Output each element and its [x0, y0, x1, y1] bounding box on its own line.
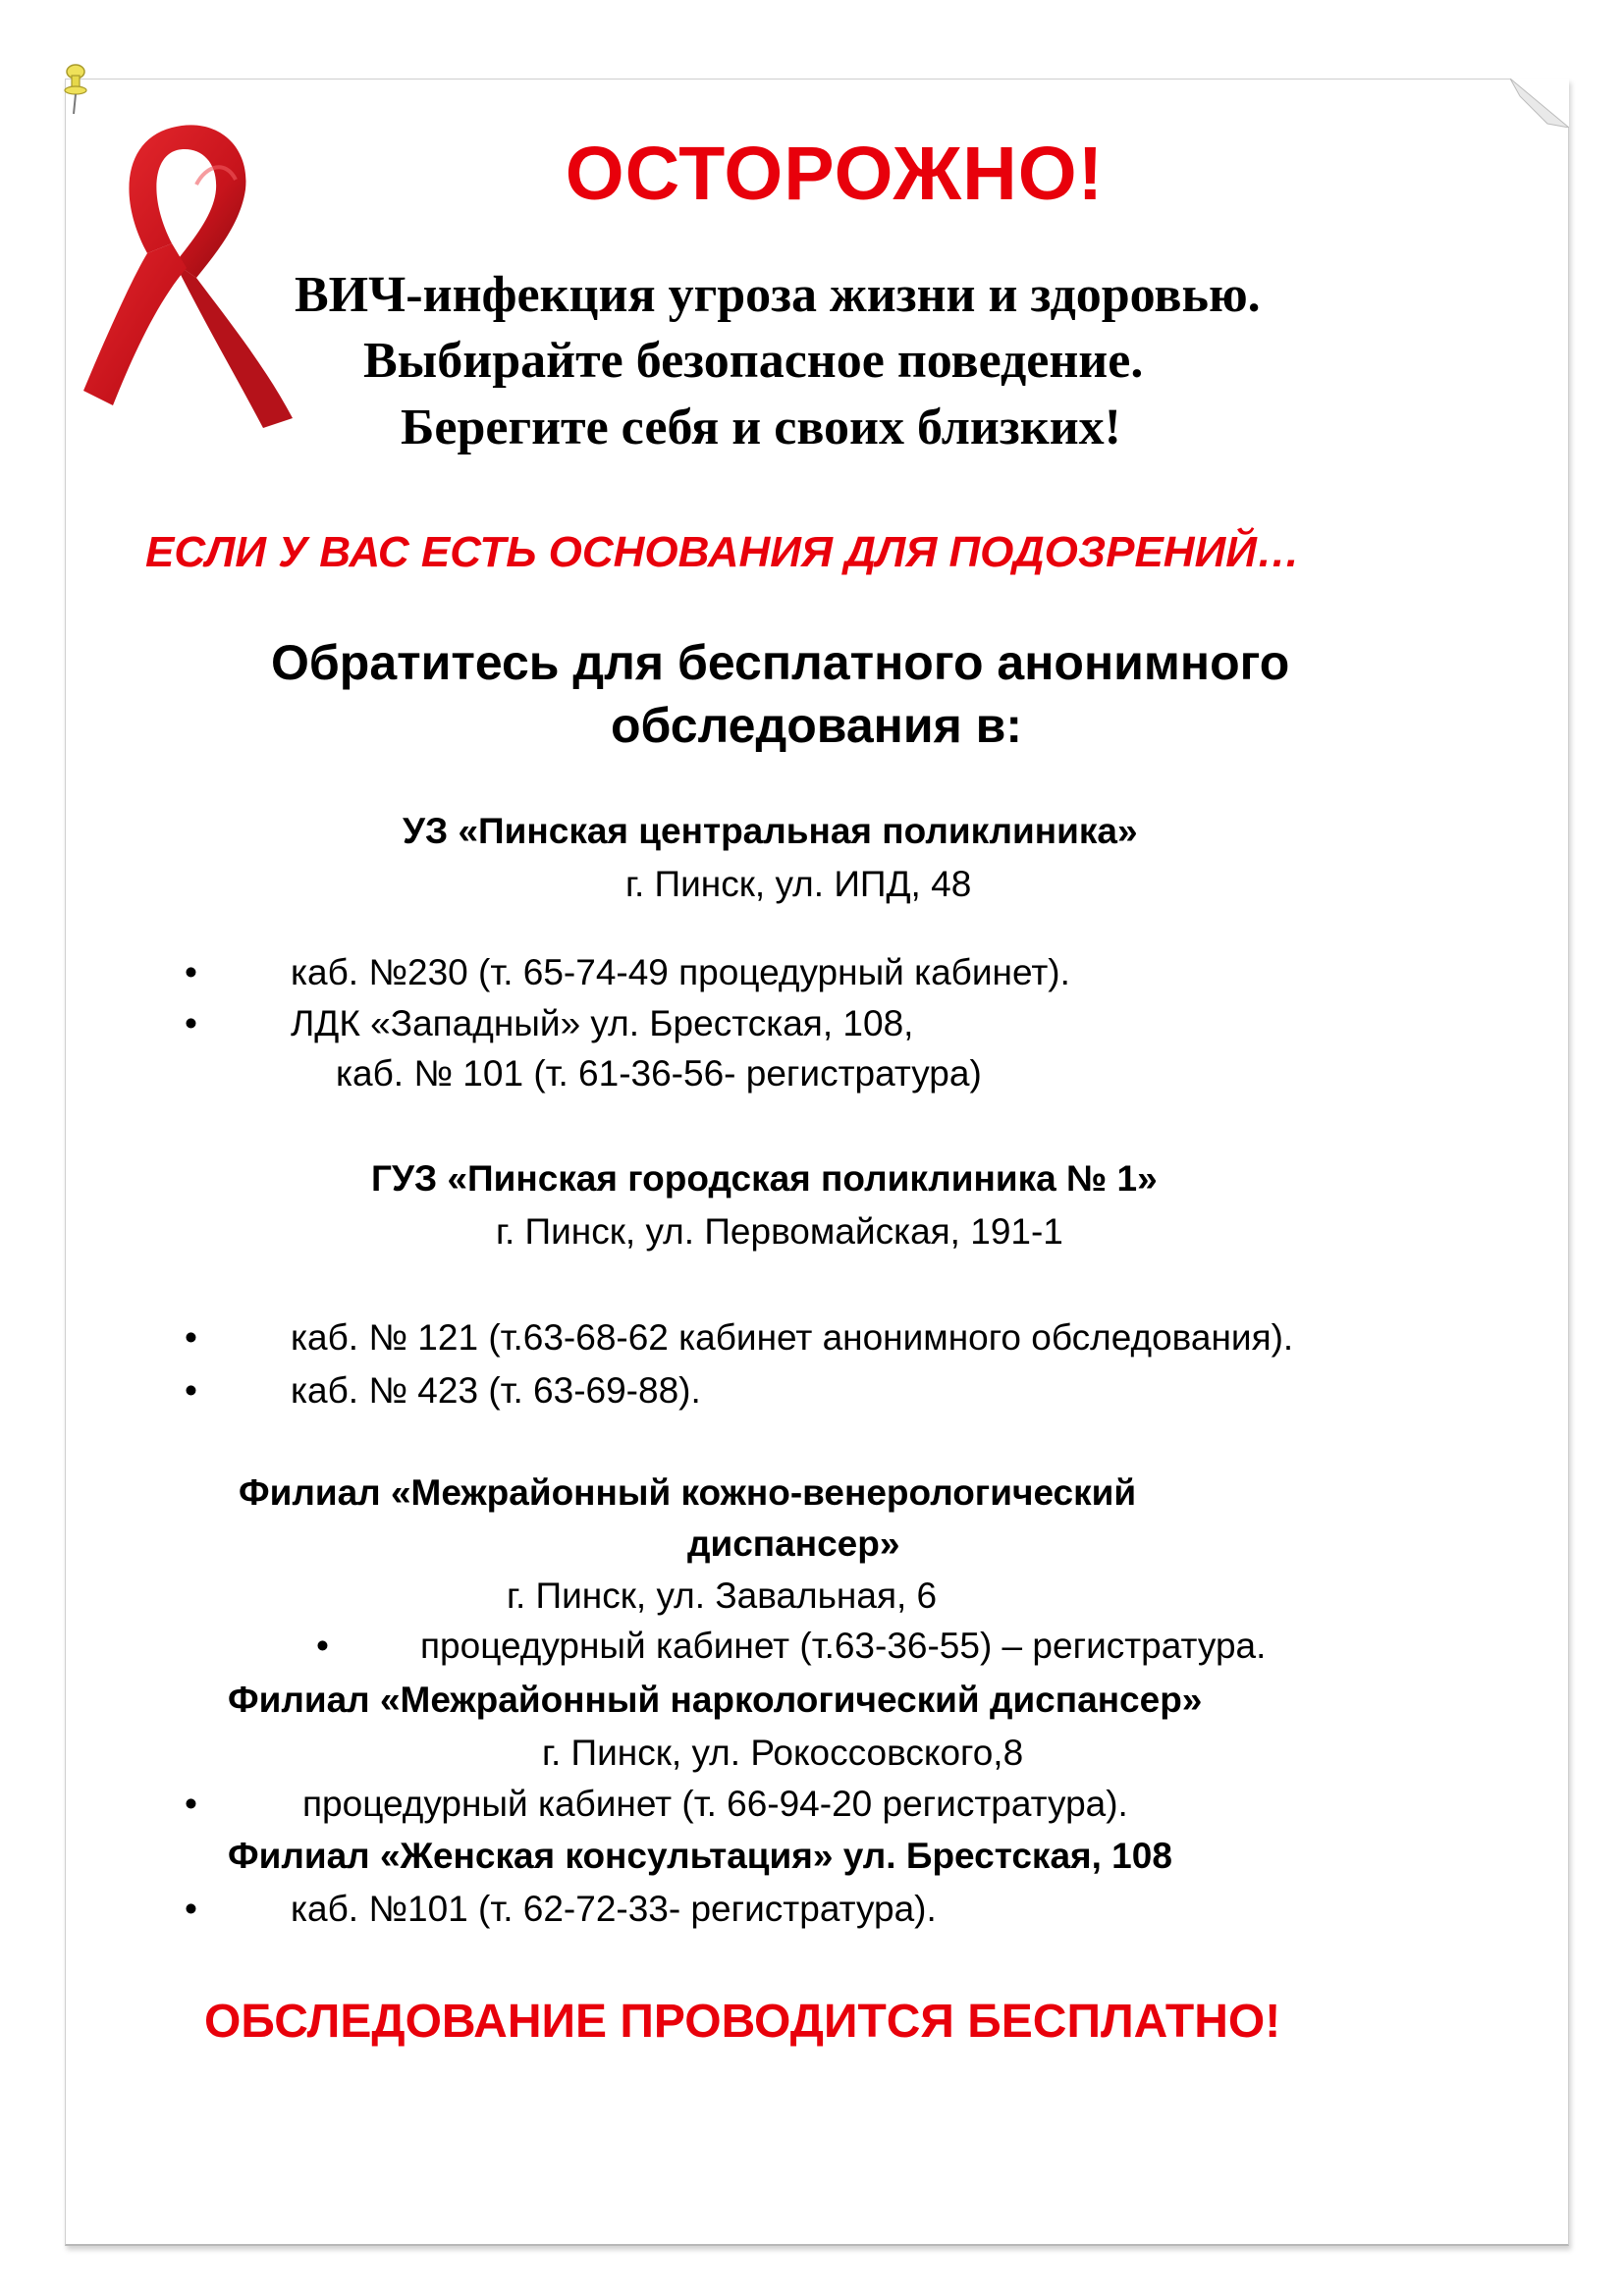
clinic-2-address: г. Пинск, ул. Первомайская, 191-1: [496, 1211, 1063, 1252]
clinic-2-line-2: каб. № 423 (т. 63-69-88).: [291, 1370, 701, 1411]
page-curl-icon: [1510, 79, 1569, 128]
clinic-2-name: ГУЗ «Пинская городская поликлиника № 1»: [371, 1158, 1158, 1199]
slogan-line-3: Берегите себя и своих близких!: [401, 400, 1121, 455]
clinic-1-line-2: ЛДК «Западный» ул. Брестская, 108,: [291, 1003, 914, 1043]
free-examination-notice: ОБСЛЕДОВАНИЕ ПРОВОДИТСЯ БЕСПЛАТНО!: [204, 1996, 1281, 2048]
bullet-icon: •: [185, 1003, 197, 1043]
bullet-icon: •: [185, 952, 197, 992]
contact-heading-line-1: Обратитесь для бесплатного анонимного: [271, 635, 1290, 690]
bullet-icon: •: [185, 1370, 197, 1411]
bullet-icon: •: [316, 1626, 329, 1666]
clinic-1-address: г. Пинск, ул. ИПД, 48: [625, 864, 972, 904]
clinic-1-name: УЗ «Пинская центральная поликлиника»: [403, 811, 1138, 851]
clinic-1-line-3: каб. № 101 (т. 61-36-56- регистратура): [336, 1053, 982, 1094]
slogan-line-2: Выбирайте безопасное поведение.: [363, 333, 1144, 389]
contact-heading-line-2: обследования в:: [611, 698, 1023, 753]
clinic-3-line-1: процедурный кабинет (т.63-36-55) – регистратура.: [420, 1626, 1267, 1666]
clinic-4-address: г. Пинск, ул. Рокоссовского,8: [542, 1733, 1024, 1773]
clinic-3-address: г. Пинск, ул. Завальная, 6: [507, 1575, 938, 1616]
clinic-5-line-1: каб. №101 (т. 62-72-33- регистратура).: [291, 1889, 937, 1929]
bullet-icon: •: [185, 1317, 197, 1358]
clinic-4-line-1: процедурный кабинет (т. 66-94-20 регистратура).: [302, 1784, 1128, 1824]
bullet-icon: •: [185, 1784, 197, 1824]
clinic-3-name-line-1: Филиал «Межрайонный кожно-венерологический: [239, 1472, 1137, 1513]
clinic-5-name: Филиал «Женская консультация» ул. Брестская, 108: [228, 1836, 1172, 1876]
caution-heading: ОСТОРОЖНО!: [565, 132, 1105, 216]
clinic-2-line-1: каб. № 121 (т.63-68-62 кабинет анонимного обследования).: [291, 1317, 1294, 1358]
clinic-1-line-1: каб. №230 (т. 65-74-49 процедурный кабинет).: [291, 952, 1070, 992]
suspicion-heading: ЕСЛИ У ВАС ЕСТЬ ОСНОВАНИЯ ДЛЯ ПОДОЗРЕНИЙ…: [145, 528, 1300, 576]
bullet-icon: •: [185, 1889, 197, 1929]
clinic-4-name: Филиал «Межрайонный наркологический диспансер»: [228, 1680, 1203, 1720]
slogan-line-1: ВИЧ-инфекция угроза жизни и здоровью.: [295, 267, 1261, 323]
clinic-3-name-line-2: диспансер»: [687, 1523, 900, 1564]
